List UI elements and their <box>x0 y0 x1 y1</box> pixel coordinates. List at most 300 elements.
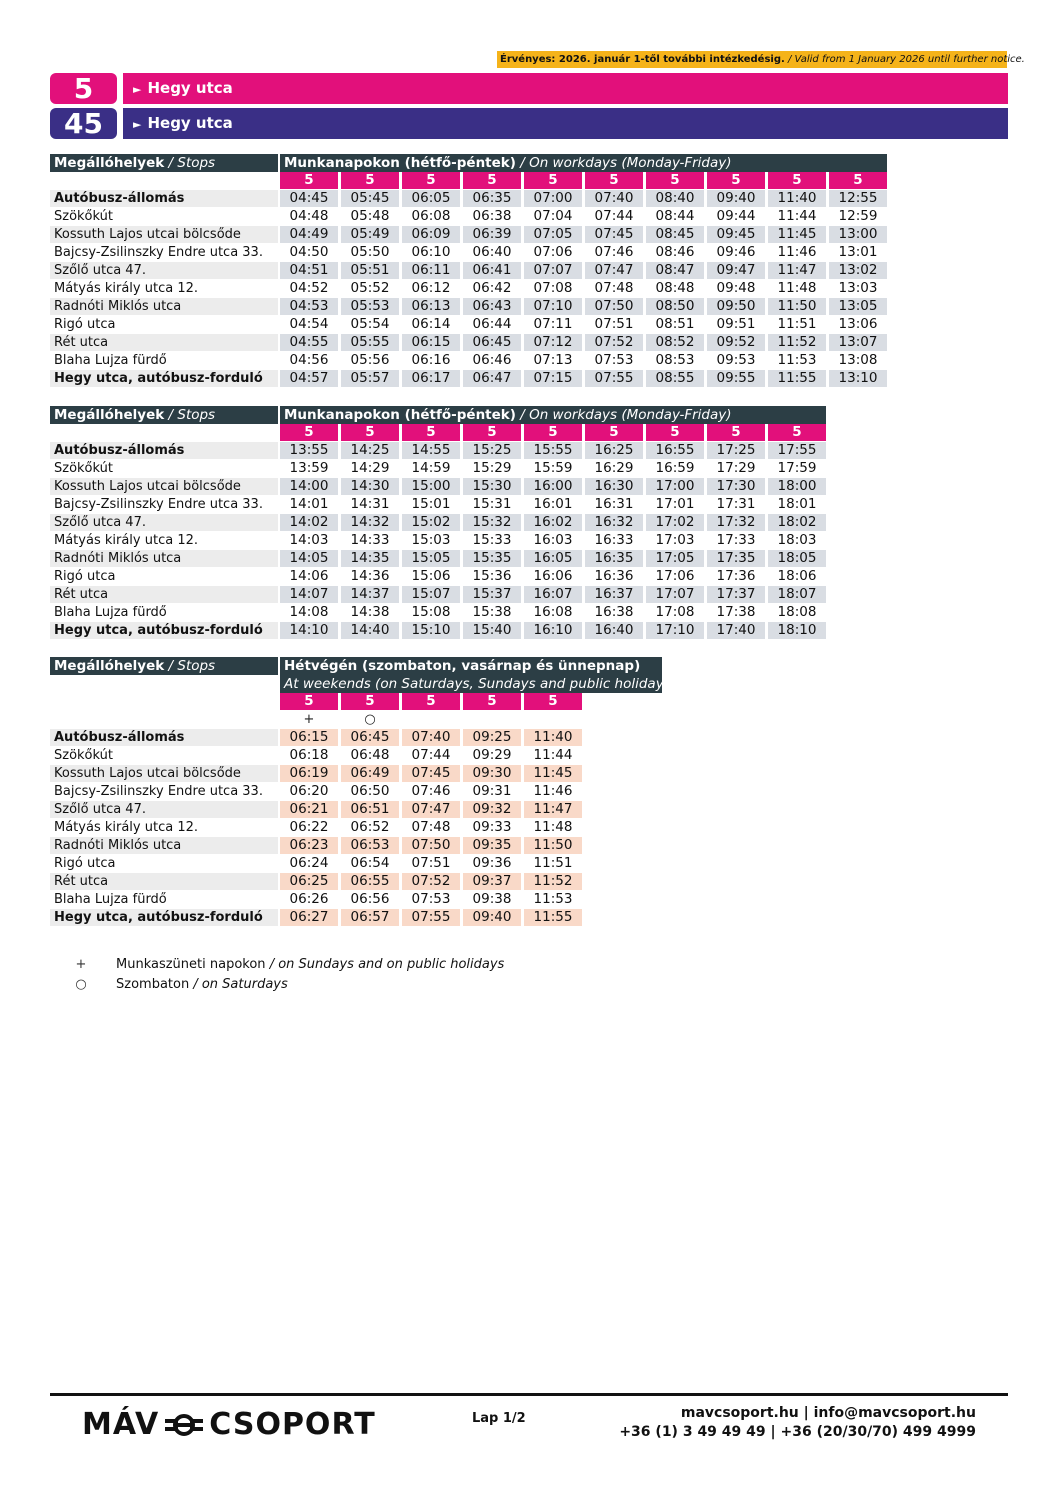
departure-time: 07:55 <box>402 909 460 926</box>
departure-time: 07:40 <box>585 190 643 207</box>
stops-header-en: / Stops <box>168 658 216 674</box>
departure-time: 09:31 <box>472 783 512 799</box>
departure-time: 16:00 <box>524 478 582 495</box>
departure-time: 15:08 <box>411 604 451 620</box>
departure-time: 08:40 <box>646 190 704 207</box>
departure-time: 14:59 <box>411 460 451 476</box>
departure-time: 11:44 <box>533 747 573 763</box>
departure-time: 09:50 <box>707 298 765 315</box>
departure-time: 13:05 <box>829 298 887 315</box>
departure-time: 13:59 <box>289 460 329 476</box>
departure-time: 14:40 <box>341 622 399 639</box>
departure-time: 04:55 <box>280 334 338 351</box>
service-days-header <box>280 657 662 675</box>
departure-time: 07:00 <box>524 190 582 207</box>
stop-name: Szökőkút <box>54 461 113 476</box>
departure-time: 04:49 <box>280 226 338 243</box>
departure-time: 07:05 <box>524 226 582 243</box>
stop-name: Rét utca <box>50 334 278 351</box>
departure-time: 06:13 <box>402 298 460 315</box>
departure-time: 07:04 <box>533 208 573 224</box>
departure-time: 16:06 <box>533 568 573 584</box>
departure-time: 06:45 <box>463 334 521 351</box>
departure-time: 04:52 <box>289 280 329 296</box>
departure-time: 13:07 <box>829 334 887 351</box>
departure-time: 13:00 <box>829 226 887 243</box>
departure-time: 07:55 <box>585 370 643 387</box>
stops-column-header <box>50 657 278 675</box>
departure-time: 16:05 <box>524 550 582 567</box>
departure-time: 15:29 <box>472 460 512 476</box>
departure-time: 17:25 <box>707 442 765 459</box>
departure-time: 14:33 <box>350 532 390 548</box>
departure-time: 06:05 <box>402 190 460 207</box>
stops-header-hu: Megállóhelyek <box>54 407 165 423</box>
days-header-hu: Hétvégén (szombaton, vasárnap és ünnepnap) <box>284 658 641 674</box>
departure-time: 06:52 <box>350 819 390 835</box>
trip-route-number: 5 <box>524 693 582 710</box>
departure-time: 15:35 <box>463 550 521 567</box>
departure-time: 15:02 <box>402 514 460 531</box>
departure-time: 07:48 <box>411 819 451 835</box>
departure-time: 04:57 <box>280 370 338 387</box>
departure-time: 06:49 <box>341 765 399 782</box>
departure-time: 06:38 <box>472 208 512 224</box>
departure-time: 07:07 <box>524 262 582 279</box>
departure-time: 16:32 <box>585 514 643 531</box>
departure-time: 06:15 <box>280 729 338 746</box>
departure-time: 11:45 <box>524 765 582 782</box>
days-header-hu: Munkanapokon (hétfő-péntek) <box>284 407 516 423</box>
departure-time: 06:25 <box>280 873 338 890</box>
departure-time: 15:07 <box>402 586 460 603</box>
departure-time: 07:06 <box>533 244 573 260</box>
departure-time: 14:38 <box>350 604 390 620</box>
departure-time: 09:40 <box>707 190 765 207</box>
departure-time: 16:31 <box>594 496 634 512</box>
rail-wing-icon <box>165 1412 203 1438</box>
route-destination-bar <box>123 73 1008 104</box>
departure-time: 17:03 <box>655 532 695 548</box>
departure-time: 09:53 <box>716 352 756 368</box>
trip-route-number: 5 <box>585 424 643 441</box>
trip-route-number: 5 <box>585 172 643 189</box>
departure-time: 17:32 <box>707 514 765 531</box>
trip-route-number: 5 <box>341 172 399 189</box>
legend-text-en: / on Sundays and on public holidays <box>269 957 505 972</box>
departure-time: 05:45 <box>341 190 399 207</box>
trip-route-number: 5 <box>280 693 338 710</box>
departure-time: 06:14 <box>411 316 451 332</box>
departure-time: 15:25 <box>463 442 521 459</box>
departure-time: 08:53 <box>655 352 695 368</box>
departure-time: 11:45 <box>768 226 826 243</box>
departure-time: 04:54 <box>289 316 329 332</box>
departure-time: 14:06 <box>289 568 329 584</box>
departure-time: 11:40 <box>768 190 826 207</box>
validity-en: / Valid from 1 January 2026 until further notice. <box>787 54 1025 65</box>
departure-time: 05:54 <box>350 316 390 332</box>
departure-time: 06:54 <box>350 855 390 871</box>
departure-time: 15:32 <box>463 514 521 531</box>
departure-time: 04:53 <box>280 298 338 315</box>
departure-time: 13:08 <box>838 352 878 368</box>
play-arrow-icon: ► <box>133 83 142 96</box>
stops-header-en: / Stops <box>168 155 216 171</box>
contact-phone: +36 (1) 3 49 49 49 | +36 (20/30/70) 499 4999 <box>619 1424 976 1440</box>
stop-name: Szökőkút <box>54 209 113 224</box>
stop-name: Kossuth Lajos utcai bölcsőde <box>50 226 278 243</box>
departure-time: 16:38 <box>594 604 634 620</box>
departure-time: 06:39 <box>463 226 521 243</box>
departure-time: 17:40 <box>707 622 765 639</box>
departure-time: 15:55 <box>524 442 582 459</box>
circle-icon: ○ <box>364 712 376 727</box>
departure-time: 09:38 <box>472 891 512 907</box>
departure-time: 11:47 <box>768 262 826 279</box>
departure-time: 06:26 <box>289 891 329 907</box>
trip-route-number: 5 <box>707 424 765 441</box>
departure-time: 16:36 <box>594 568 634 584</box>
departure-time: 07:11 <box>533 316 573 332</box>
departure-time: 14:07 <box>280 586 338 603</box>
departure-time: 16:40 <box>585 622 643 639</box>
departure-time: 06:46 <box>472 352 512 368</box>
departure-time: 18:02 <box>768 514 826 531</box>
departure-time: 07:52 <box>585 334 643 351</box>
departure-time: 17:06 <box>655 568 695 584</box>
departure-time: 06:42 <box>472 280 512 296</box>
departure-time: 07:50 <box>585 298 643 315</box>
stop-name: Rét utca <box>50 873 278 890</box>
departure-time: 15:10 <box>402 622 460 639</box>
stop-name: Autóbusz-állomás <box>50 729 278 746</box>
trip-route-number: 5 <box>463 424 521 441</box>
departure-time: 04:48 <box>289 208 329 224</box>
departure-time: 16:10 <box>524 622 582 639</box>
departure-time: 14:02 <box>280 514 338 531</box>
departure-time: 17:33 <box>716 532 756 548</box>
departure-time: 06:53 <box>341 837 399 854</box>
departure-time: 11:53 <box>533 891 573 907</box>
departure-time: 14:25 <box>341 442 399 459</box>
departure-time: 18:00 <box>768 478 826 495</box>
departure-time: 13:06 <box>838 316 878 332</box>
departure-time: 06:20 <box>289 783 329 799</box>
departure-time: 07:44 <box>411 747 451 763</box>
departure-time: 04:45 <box>280 190 338 207</box>
stop-name: Bajcsy-Zsilinszky Endre utca 33. <box>54 245 263 260</box>
departure-time: 17:01 <box>655 496 695 512</box>
stop-name: Szökőkút <box>54 748 113 763</box>
trip-route-number: 5 <box>402 693 460 710</box>
legend-text-hu: Munkaszüneti napokon <box>116 957 266 972</box>
trip-route-number: 5 <box>402 424 460 441</box>
departure-time: 06:35 <box>463 190 521 207</box>
departure-time: 17:55 <box>768 442 826 459</box>
stop-name: Autóbusz-állomás <box>50 190 278 207</box>
service-days-header <box>280 406 826 424</box>
departure-time: 08:47 <box>646 262 704 279</box>
trip-route-number: 5 <box>463 693 521 710</box>
departure-time: 11:47 <box>524 801 582 818</box>
departure-time: 16:01 <box>533 496 573 512</box>
route-number-badge: 45 <box>50 108 117 139</box>
departure-time: 07:53 <box>411 891 451 907</box>
stop-name: Kossuth Lajos utcai bölcsőde <box>50 765 278 782</box>
route-destination-bar <box>123 108 1008 139</box>
stop-name: Rét utca <box>50 586 278 603</box>
departure-time: 13:01 <box>838 244 878 260</box>
departure-time: 16:33 <box>594 532 634 548</box>
departure-time: 16:07 <box>524 586 582 603</box>
departure-time: 11:50 <box>768 298 826 315</box>
departure-time: 07:40 <box>402 729 460 746</box>
departure-time: 15:05 <box>402 550 460 567</box>
stops-header-en: / Stops <box>168 407 216 423</box>
departure-time: 14:31 <box>350 496 390 512</box>
departure-time: 15:31 <box>472 496 512 512</box>
departure-time: 06:45 <box>341 729 399 746</box>
trip-route-number: 5 <box>341 424 399 441</box>
departure-time: 15:30 <box>463 478 521 495</box>
departure-time: 17:59 <box>777 460 817 476</box>
departure-time: 05:55 <box>341 334 399 351</box>
departure-time: 13:55 <box>280 442 338 459</box>
departure-time: 15:01 <box>411 496 451 512</box>
stop-name: Szőlő utca 47. <box>50 514 278 531</box>
departure-time: 14:29 <box>350 460 390 476</box>
departure-time: 08:51 <box>655 316 695 332</box>
stop-name: Mátyás király utca 12. <box>54 820 198 835</box>
trip-route-number: 5 <box>646 172 704 189</box>
departure-time: 11:51 <box>533 855 573 871</box>
departure-time: 09:35 <box>463 837 521 854</box>
stop-name: Blaha Lujza fürdő <box>54 353 167 368</box>
departure-time: 11:46 <box>533 783 573 799</box>
stop-name: Rigó utca <box>54 317 116 332</box>
departure-time: 05:56 <box>350 352 390 368</box>
departure-time: 09:45 <box>707 226 765 243</box>
trip-route-number: 5 <box>463 172 521 189</box>
departure-time: 07:10 <box>524 298 582 315</box>
departure-time: 05:48 <box>350 208 390 224</box>
trip-route-number: 5 <box>646 424 704 441</box>
trip-route-number: 5 <box>524 424 582 441</box>
departure-time: 17:37 <box>707 586 765 603</box>
departure-time: 16:30 <box>585 478 643 495</box>
departure-time: 09:46 <box>716 244 756 260</box>
departure-time: 14:37 <box>341 586 399 603</box>
departure-time: 05:49 <box>341 226 399 243</box>
departure-time: 15:06 <box>411 568 451 584</box>
trip-route-number: 5 <box>524 172 582 189</box>
stops-column-header <box>50 406 278 424</box>
stop-name: Radnóti Miklós utca <box>50 837 278 854</box>
departure-time: 07:53 <box>594 352 634 368</box>
departure-time: 09:47 <box>707 262 765 279</box>
trip-route-number: 5 <box>707 172 765 189</box>
departure-time: 18:06 <box>777 568 817 584</box>
departure-time: 09:51 <box>716 316 756 332</box>
departure-time: 07:08 <box>533 280 573 296</box>
departure-time: 18:01 <box>777 496 817 512</box>
departure-time: 06:18 <box>289 747 329 763</box>
stop-name: Hegy utca, autóbusz-forduló <box>50 622 278 639</box>
departure-time: 08:44 <box>655 208 695 224</box>
departure-time: 06:12 <box>411 280 451 296</box>
departure-time: 09:36 <box>472 855 512 871</box>
logo-text-right: CSOPORT <box>209 1407 376 1442</box>
stop-name: Szőlő utca 47. <box>50 262 278 279</box>
departure-time: 17:02 <box>646 514 704 531</box>
departure-time: 15:36 <box>472 568 512 584</box>
stop-name: Rigó utca <box>54 569 116 584</box>
departure-time: 08:45 <box>646 226 704 243</box>
departure-time: 06:15 <box>402 334 460 351</box>
departure-time: 06:27 <box>280 909 338 926</box>
departure-time: 17:29 <box>716 460 756 476</box>
days-header-en: / On workdays (Monday-Friday) <box>520 155 732 171</box>
departure-time: 05:52 <box>350 280 390 296</box>
departure-time: 06:57 <box>341 909 399 926</box>
departure-time: 16:59 <box>655 460 695 476</box>
departure-time: 16:25 <box>585 442 643 459</box>
departure-time: 09:37 <box>463 873 521 890</box>
departure-time: 17:05 <box>646 550 704 567</box>
departure-time: 07:48 <box>594 280 634 296</box>
departure-time: 09:33 <box>472 819 512 835</box>
departure-time: 07:44 <box>594 208 634 224</box>
departure-time: 09:29 <box>472 747 512 763</box>
departure-time: 07:46 <box>411 783 451 799</box>
departure-time: 14:32 <box>341 514 399 531</box>
circle-icon: ○ <box>75 977 87 992</box>
departure-time: 17:10 <box>646 622 704 639</box>
departure-time: 07:47 <box>585 262 643 279</box>
departure-time: 16:35 <box>585 550 643 567</box>
departure-time: 06:10 <box>411 244 451 260</box>
departure-time: 09:40 <box>463 909 521 926</box>
play-arrow-icon: ► <box>133 118 142 131</box>
departure-time: 07:50 <box>402 837 460 854</box>
departure-time: 06:24 <box>289 855 329 871</box>
departure-time: 13:10 <box>829 370 887 387</box>
trip-route-number: 5 <box>829 172 887 189</box>
departure-time: 16:29 <box>594 460 634 476</box>
departure-time: 14:55 <box>402 442 460 459</box>
stops-column-header <box>50 154 278 172</box>
departure-time: 11:51 <box>777 316 817 332</box>
stop-name: Rigó utca <box>54 856 116 871</box>
departure-time: 06:47 <box>463 370 521 387</box>
plus-icon: + <box>75 957 87 972</box>
stop-name: Bajcsy-Zsilinszky Endre utca 33. <box>54 497 263 512</box>
departure-time: 06:55 <box>341 873 399 890</box>
departure-time: 14:03 <box>289 532 329 548</box>
departure-time: 07:12 <box>524 334 582 351</box>
departure-time: 06:51 <box>341 801 399 818</box>
departure-time: 17:08 <box>655 604 695 620</box>
departure-time: 15:03 <box>411 532 451 548</box>
departure-time: 14:05 <box>280 550 338 567</box>
departure-time: 05:57 <box>341 370 399 387</box>
page-number: Lap 1/2 <box>472 1411 526 1426</box>
departure-time: 17:35 <box>707 550 765 567</box>
departure-time: 11:46 <box>777 244 817 260</box>
departure-time: 05:50 <box>350 244 390 260</box>
departure-time: 15:00 <box>402 478 460 495</box>
departure-time: 07:45 <box>402 765 460 782</box>
departure-time: 16:55 <box>646 442 704 459</box>
departure-time: 06:17 <box>402 370 460 387</box>
departure-time: 16:08 <box>533 604 573 620</box>
trip-route-number: 5 <box>341 693 399 710</box>
stop-name: Radnóti Miklós utca <box>50 298 278 315</box>
stop-name: Hegy utca, autóbusz-forduló <box>50 909 278 926</box>
departure-time: 07:15 <box>524 370 582 387</box>
stop-name: Bajcsy-Zsilinszky Endre utca 33. <box>54 784 263 799</box>
departure-time: 11:52 <box>524 873 582 890</box>
departure-time: 07:47 <box>402 801 460 818</box>
departure-time: 16:03 <box>533 532 573 548</box>
departure-time: 14:36 <box>350 568 390 584</box>
contact-info <box>619 1404 976 1442</box>
departure-time: 09:44 <box>716 208 756 224</box>
departure-time: 17:07 <box>646 586 704 603</box>
service-days-header-en <box>280 675 676 693</box>
departure-time: 06:08 <box>411 208 451 224</box>
departure-time: 08:48 <box>655 280 695 296</box>
route-destination: Hegy utca <box>147 114 233 132</box>
trip-route-number: 5 <box>768 424 826 441</box>
departure-time: 06:50 <box>350 783 390 799</box>
departure-time: 04:50 <box>289 244 329 260</box>
departure-time: 17:36 <box>716 568 756 584</box>
departure-time: 11:55 <box>524 909 582 926</box>
departure-time: 06:40 <box>472 244 512 260</box>
validity-hu: Érvényes: 2026. január 1-től további intézkedésig. <box>500 54 785 65</box>
stop-name: Blaha Lujza fürdő <box>54 892 167 907</box>
departure-time: 06:11 <box>402 262 460 279</box>
departure-time: 15:40 <box>463 622 521 639</box>
mav-csoport-logo <box>82 1408 376 1442</box>
departure-time: 06:44 <box>472 316 512 332</box>
departure-time: 06:56 <box>350 891 390 907</box>
validity-notice <box>497 51 1025 68</box>
departure-time: 04:56 <box>289 352 329 368</box>
departure-time: 16:02 <box>524 514 582 531</box>
departure-time: 11:44 <box>777 208 817 224</box>
days-header-en: / On workdays (Monday-Friday) <box>520 407 732 423</box>
stop-name: Szőlő utca 47. <box>50 801 278 818</box>
departure-time: 18:10 <box>768 622 826 639</box>
departure-time: 07:13 <box>533 352 573 368</box>
departure-time: 08:55 <box>646 370 704 387</box>
service-days-header <box>280 154 887 172</box>
departure-time: 11:52 <box>768 334 826 351</box>
departure-time: 13:02 <box>829 262 887 279</box>
departure-time: 05:51 <box>341 262 399 279</box>
departure-time: 17:00 <box>646 478 704 495</box>
logo-text-left: MÁV <box>82 1407 160 1442</box>
stop-name: Autóbusz-állomás <box>50 442 278 459</box>
departure-time: 11:55 <box>768 370 826 387</box>
days-header-en: At weekends (on Saturdays, Sundays and public holidays) <box>284 676 676 692</box>
departure-time: 18:03 <box>777 532 817 548</box>
route-number-badge: 5 <box>50 73 117 104</box>
departure-time: 06:48 <box>350 747 390 763</box>
